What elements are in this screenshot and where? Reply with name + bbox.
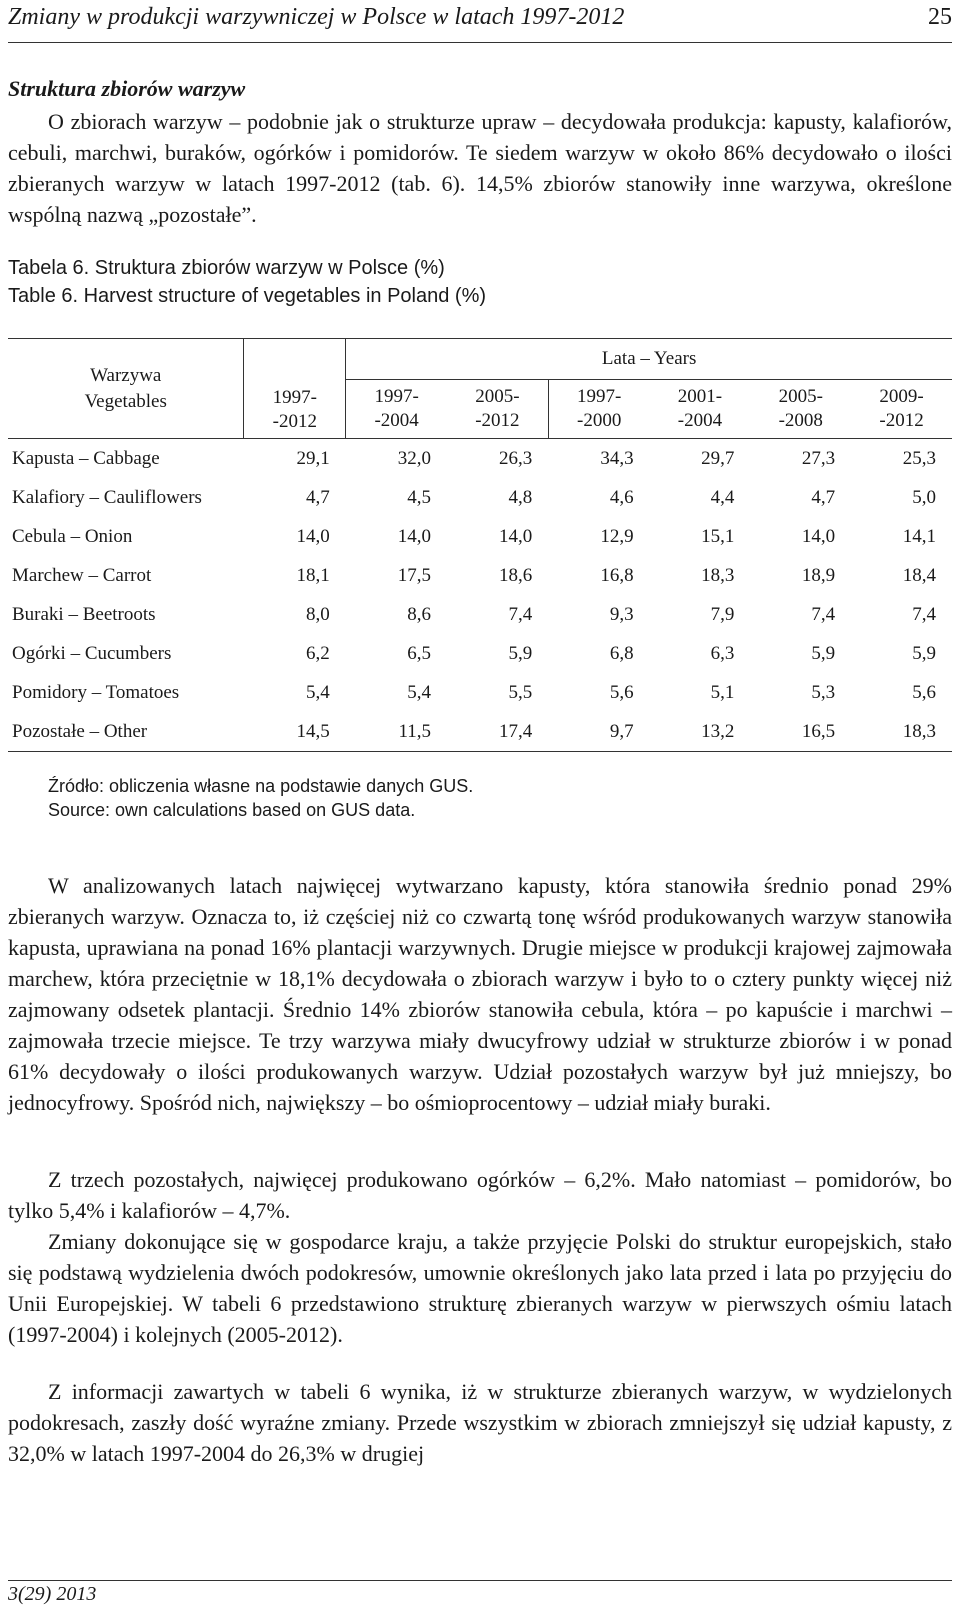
table-caption-pl: Tabela 6. Struktura zbiorów warzyw w Polsce (%) [8, 257, 445, 279]
paragraph-subperiods: Zmiany dokonujące się w gospodarce kraju, a także przyjęcie Polski do struktur europejskich, stało się podstawą wydzielenia dwóch podokresów, umownie określonych jako lata przed i lata po przyjęciu do Unii Europejskiej. W tabeli 6 przedstawiono strukturę zbieranych warzyw w pierwszych ośmiu latach (1997-2004) i kolejnych (2005-2012). [8, 1229, 952, 1347]
table-cell: 6,8 [609, 642, 634, 664]
table-cell: 4,5 [407, 486, 432, 508]
table-cell: 14,5 [244, 712, 346, 752]
table-cell: 5,5 [508, 681, 533, 703]
table-cell: 5,4 [305, 681, 330, 703]
table-cell: 7,4 [508, 603, 533, 625]
table-cell: 12,9 [600, 525, 634, 547]
table-cell: 5,9 [811, 642, 836, 664]
source-note-pl: Źródło: obliczenia własne na podstawie danych GUS. [48, 776, 474, 796]
table-cell: 18,6 [499, 564, 533, 586]
table-row [8, 595, 952, 634]
table-cell: 14,0 [499, 525, 533, 547]
period-start: 2005- [778, 386, 823, 407]
table-cell: 18,4 [902, 564, 936, 586]
table-row [8, 517, 952, 556]
period-end: -2004 [677, 410, 723, 431]
period-end: -2000 [577, 410, 622, 431]
table-cell: 7,4 [811, 603, 836, 625]
paragraph-intro: O zbiorach warzyw – podobnie jak o strukturze upraw – decydowała produkcja: kapusty, kalafiorów, cebuli, marchwi, buraków, ogórków i pomidorów. Te siedem warzyw w około 86% decydowało o ilości zbieranych warzyw w latach 1997-2012 (tab. 6). 14,5% zbiorów stanowiły inne warzywa, określone wspólną nazwą „pozostałe”. [8, 109, 952, 227]
table-cell: 14,1 [902, 525, 936, 547]
table-cell: 4,4 [710, 486, 735, 508]
table-cell: 34,3 [600, 447, 634, 469]
table-cell: 4,6 [609, 486, 634, 508]
table-cell: 14,0 [397, 525, 432, 547]
table-cell: 29,1 [296, 447, 330, 469]
table-cell: 6,2 [305, 642, 330, 664]
period-start: 1997- [272, 387, 317, 408]
table-cell: 6,5 [407, 642, 432, 664]
row-label: Cebula – Onion [12, 525, 133, 547]
header-period [548, 380, 649, 439]
table-cell: 9,7 [548, 712, 649, 752]
row-label: Kalafiory – Cauliflowers [12, 486, 202, 508]
table-cell: 15,1 [701, 525, 735, 547]
period-end: -2008 [778, 410, 823, 431]
table-caption-en: Table 6. Harvest structure of vegetables in Poland (%) [8, 285, 487, 307]
table-cell: 18,3 [701, 564, 735, 586]
row-label: Pozostałe – Other [8, 712, 244, 752]
table-cell: 32,0 [397, 447, 432, 469]
footer-issue: 3(29) 2013 [8, 1580, 952, 1606]
table-cell: 5,1 [710, 681, 735, 703]
paragraph-analysis: W analizowanych latach najwięcej wytwarzano kapusty, która stanowiła średnio ponad 29% zbieranych warzyw. Oznacza to, iż częściej niż co czwartą tonę wśród produkowanych warzyw stanowiła kapusta, uprawiana na ponad 16% plantacji warzywnych. Drugie miejsce w produkcji krajowej zajmowała marchew, która przeciętnie w 18,1% decydowała o zbiorach warzyw i było to o cztery punkty więcej niż zajmowany odsetek plantacji. Średnio 14% zbiorów stanowiła cebula, która – po kapuście i marchwi – zajmowała trzecie miejsce. Te trzy warzywa miały dwucyfrowy udział w strukturze zbiorów i w ponad 61% decydowały o ilości produkowanych warzyw. Udział pozostałych warzyw był już mniejszy, bo jednocyfrowy. Spośród nich, największy – bo ośmioprocentowy – udział miały buraki. [8, 873, 952, 1115]
running-head [8, 2, 952, 43]
table-cell: 8,0 [305, 603, 330, 625]
table-cell: 7,9 [710, 603, 735, 625]
table-cell: 18,3 [851, 712, 952, 752]
table-cell: 11,5 [346, 712, 447, 752]
table-cell: 17,5 [397, 564, 432, 586]
paragraph-other-vegetables: Z trzech pozostałych, najwięcej produkowano ogórków – 6,2%. Mało natomiast – pomidorów, bo tylko 5,4% i kalafiorów – 4,7%. [8, 1167, 952, 1223]
table-cell: 5,3 [811, 681, 836, 703]
table-cell: 18,9 [801, 564, 836, 586]
period-start: 2001- [677, 386, 723, 407]
row-label: Pomidory – Tomatoes [12, 681, 180, 703]
header-vegetables [8, 339, 244, 439]
table-cell: 8,6 [407, 603, 432, 625]
table-cell: 26,3 [499, 447, 533, 469]
table-cell: 17,4 [447, 712, 548, 752]
row-label: Marchew – Carrot [12, 564, 152, 586]
table-cell: 16,8 [600, 564, 634, 586]
table-row [8, 673, 952, 712]
header-period [447, 380, 548, 439]
table-cell: 5,0 [912, 486, 936, 508]
period-end: -2012 [475, 410, 520, 431]
row-label: Buraki – Beetroots [12, 603, 156, 625]
period-start: 2005- [475, 386, 520, 407]
period-start: 2009- [879, 386, 924, 407]
table-cell: 4,7 [811, 486, 836, 508]
table-cell: 25,3 [902, 447, 936, 469]
table-row [8, 634, 952, 673]
table-cell: 18,1 [296, 564, 330, 586]
table-cell: 13,2 [650, 712, 751, 752]
row-label: Kapusta – Cabbage [12, 447, 160, 469]
table-cell: 7,4 [912, 603, 936, 625]
period-start: 1997- [577, 386, 622, 407]
harvest-structure-table [8, 338, 952, 752]
table-cell: 29,7 [701, 447, 735, 469]
period-end: -2012 [879, 410, 924, 431]
table-cell: 5,4 [407, 681, 432, 703]
table-cell: 4,8 [508, 486, 533, 508]
header-vegetables-pl: Warzywa [90, 364, 162, 386]
table-cell: 5,6 [609, 681, 634, 703]
header-period [244, 339, 346, 439]
row-label: Ogórki – Cucumbers [12, 642, 172, 664]
table-cell: 5,9 [508, 642, 533, 664]
header-period [346, 380, 447, 439]
period-end: -2012 [272, 411, 317, 432]
table-row [8, 439, 952, 479]
header-vegetables-en: Vegetables [84, 390, 167, 412]
running-head-title: Zmiany w produkcji warzywniczej w Polsce w latach 1997-2012 [8, 4, 625, 30]
table-cell: 27,3 [801, 447, 836, 469]
table-row [8, 556, 952, 595]
page [8, 0, 952, 1614]
source-note-en: Source: own calculations based on GUS data. [48, 800, 416, 820]
table-cell: 14,0 [296, 525, 330, 547]
table-cell: 6,3 [710, 642, 735, 664]
period-end: -2004 [374, 410, 419, 431]
section-heading: Struktura zbiorów warzyw [8, 76, 246, 101]
period-start: 1997- [374, 386, 419, 407]
table-cell: 14,0 [801, 525, 836, 547]
header-period [750, 380, 851, 439]
table-cell: 9,3 [609, 603, 634, 625]
table-cell: 5,6 [912, 681, 936, 703]
table-cell: 5,9 [912, 642, 936, 664]
paragraph-changes: Z informacji zawartych w tabeli 6 wynika, iż w strukturze zbieranych warzyw, w wydzielonych podokresach, zaszły dość wyraźne zmiany. Przede wszystkim w zbiorach zmniejszył się udział kapusty, z 32,0% w latach 1997-2004 do 26,3% w drugiej [8, 1379, 952, 1466]
table-cell: 16,5 [750, 712, 851, 752]
table-row [8, 478, 952, 517]
page-number: 25 [928, 4, 952, 30]
header-years: Lata – Years [346, 339, 952, 380]
header-period [650, 380, 751, 439]
table-row [8, 712, 952, 752]
table-cell: 4,7 [305, 486, 330, 508]
header-period [851, 380, 952, 439]
